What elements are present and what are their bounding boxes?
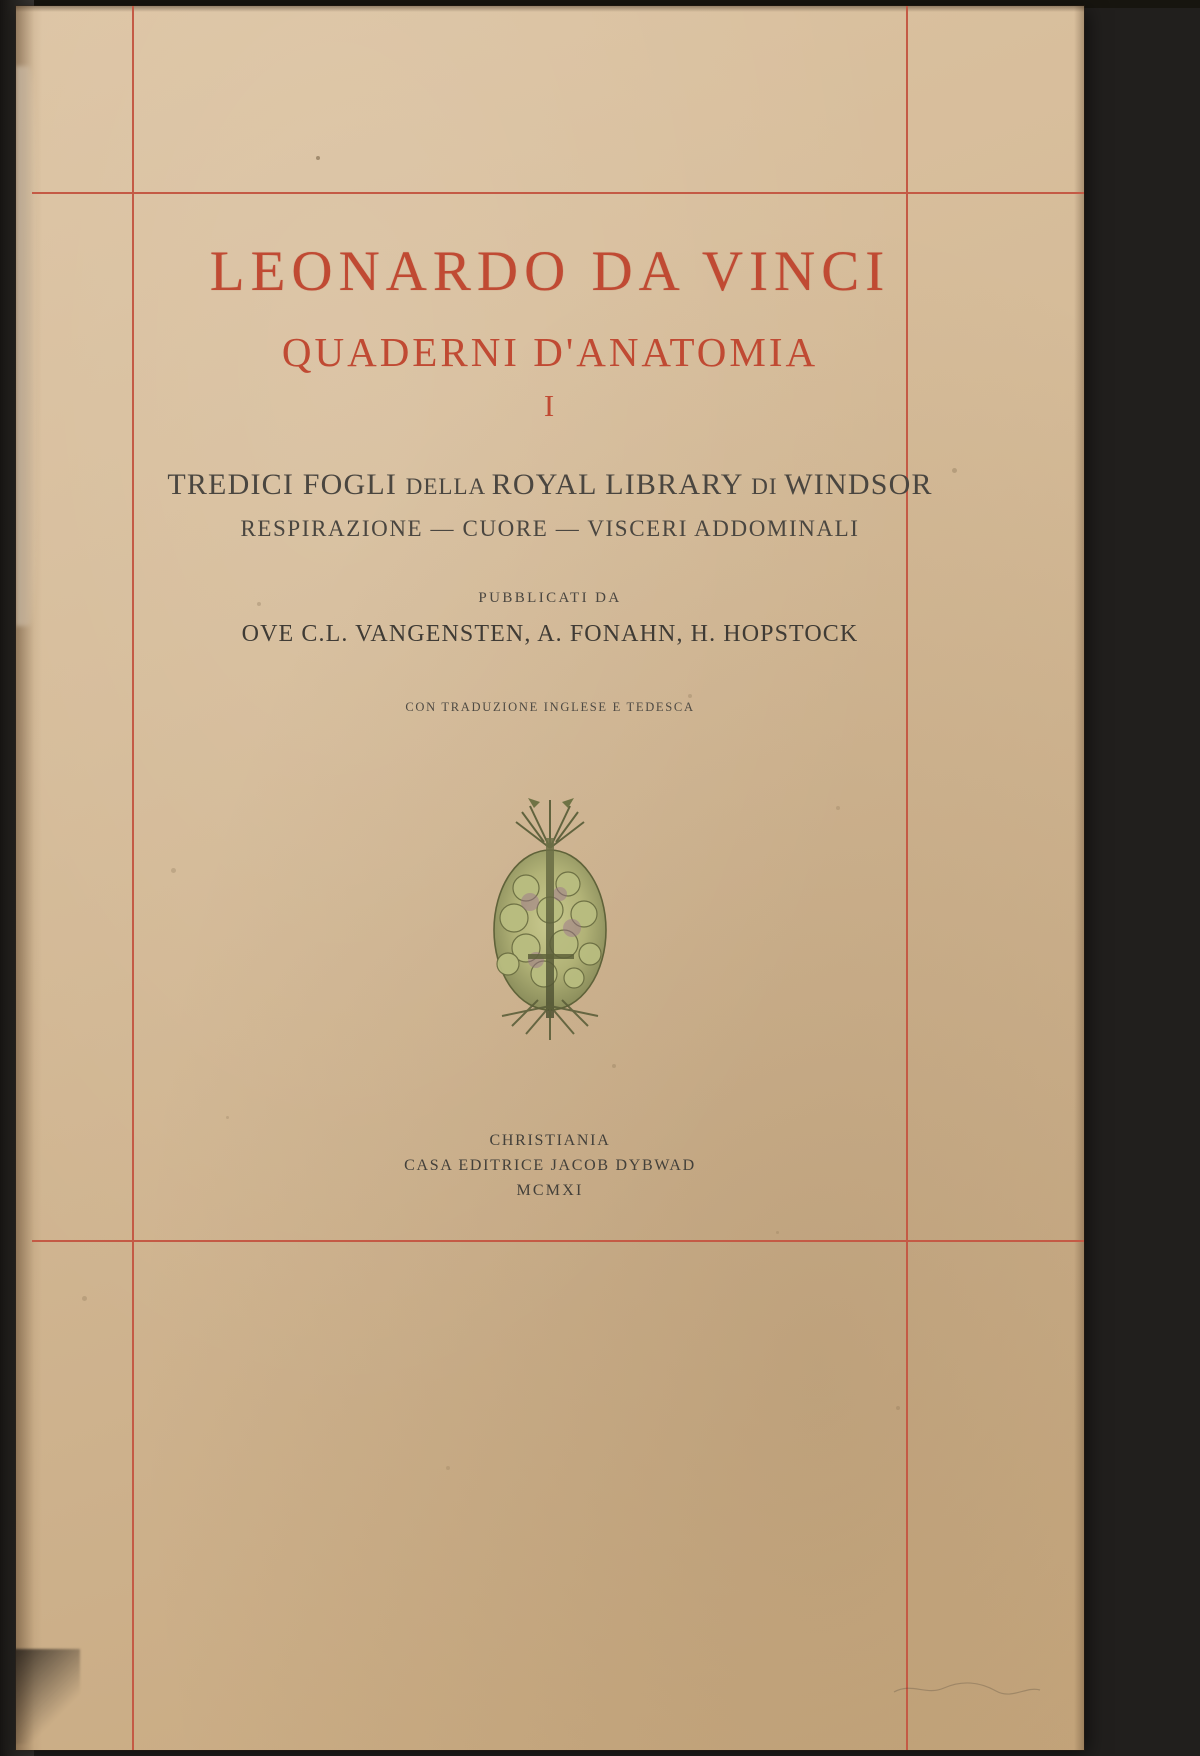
paper-speck (836, 806, 840, 810)
translation-note: CON TRADUZIONE INGLESE E TEDESCA (405, 699, 695, 714)
book-cover (16, 6, 1084, 1750)
authors-line: OVE C.L. VANGENSTEN, A. FONAHN, H. HOPSTOCK (241, 620, 859, 647)
paper-speck (171, 868, 176, 873)
cover-bottom-left-corner-wear (16, 1649, 80, 1744)
source-line-part-d: DI (751, 473, 785, 499)
topics-line: RESPIRAZIONE — CUORE — VISCERI ADDOMINALI (240, 515, 860, 541)
source-line-part-a: TREDICI FOGLI (167, 467, 406, 501)
imprint-city: CHRISTIANIA (489, 1132, 611, 1149)
paper-speck (446, 1466, 450, 1470)
paper-speck (316, 156, 320, 160)
rule-horizontal-top (32, 192, 1084, 194)
page-title: LEONARDO DA VINCI (209, 240, 891, 303)
paper-speck (612, 1064, 616, 1068)
source-line-part-e: WINDSOR (784, 467, 933, 501)
cover-text-block (16, 242, 1084, 715)
page-subtitle: QUADERNI D'ANATOMIA (281, 328, 819, 375)
cover-top-edge-shadow (16, 6, 1084, 12)
imprint-block (16, 1132, 1084, 1200)
paper-speck (896, 1406, 900, 1410)
rule-horizontal-bottom (32, 1240, 1084, 1242)
paper-speck (226, 1116, 229, 1119)
source-line-part-c: ROYAL LIBRARY (491, 467, 752, 501)
paper-speck (82, 1296, 87, 1301)
published-by-label: PUBBLICATI DA (478, 589, 622, 606)
volume-number: I (543, 387, 557, 423)
pencil-scribble (892, 1680, 1042, 1698)
printers-device-icon (464, 778, 636, 1046)
paper-speck (776, 1231, 779, 1234)
source-line-part-b: DELLA (405, 473, 492, 499)
imprint-year: MCMXI (516, 1182, 584, 1199)
source-line (16, 468, 1084, 502)
imprint-publisher: CASA EDITRICE JACOB DYBWAD (404, 1157, 696, 1174)
